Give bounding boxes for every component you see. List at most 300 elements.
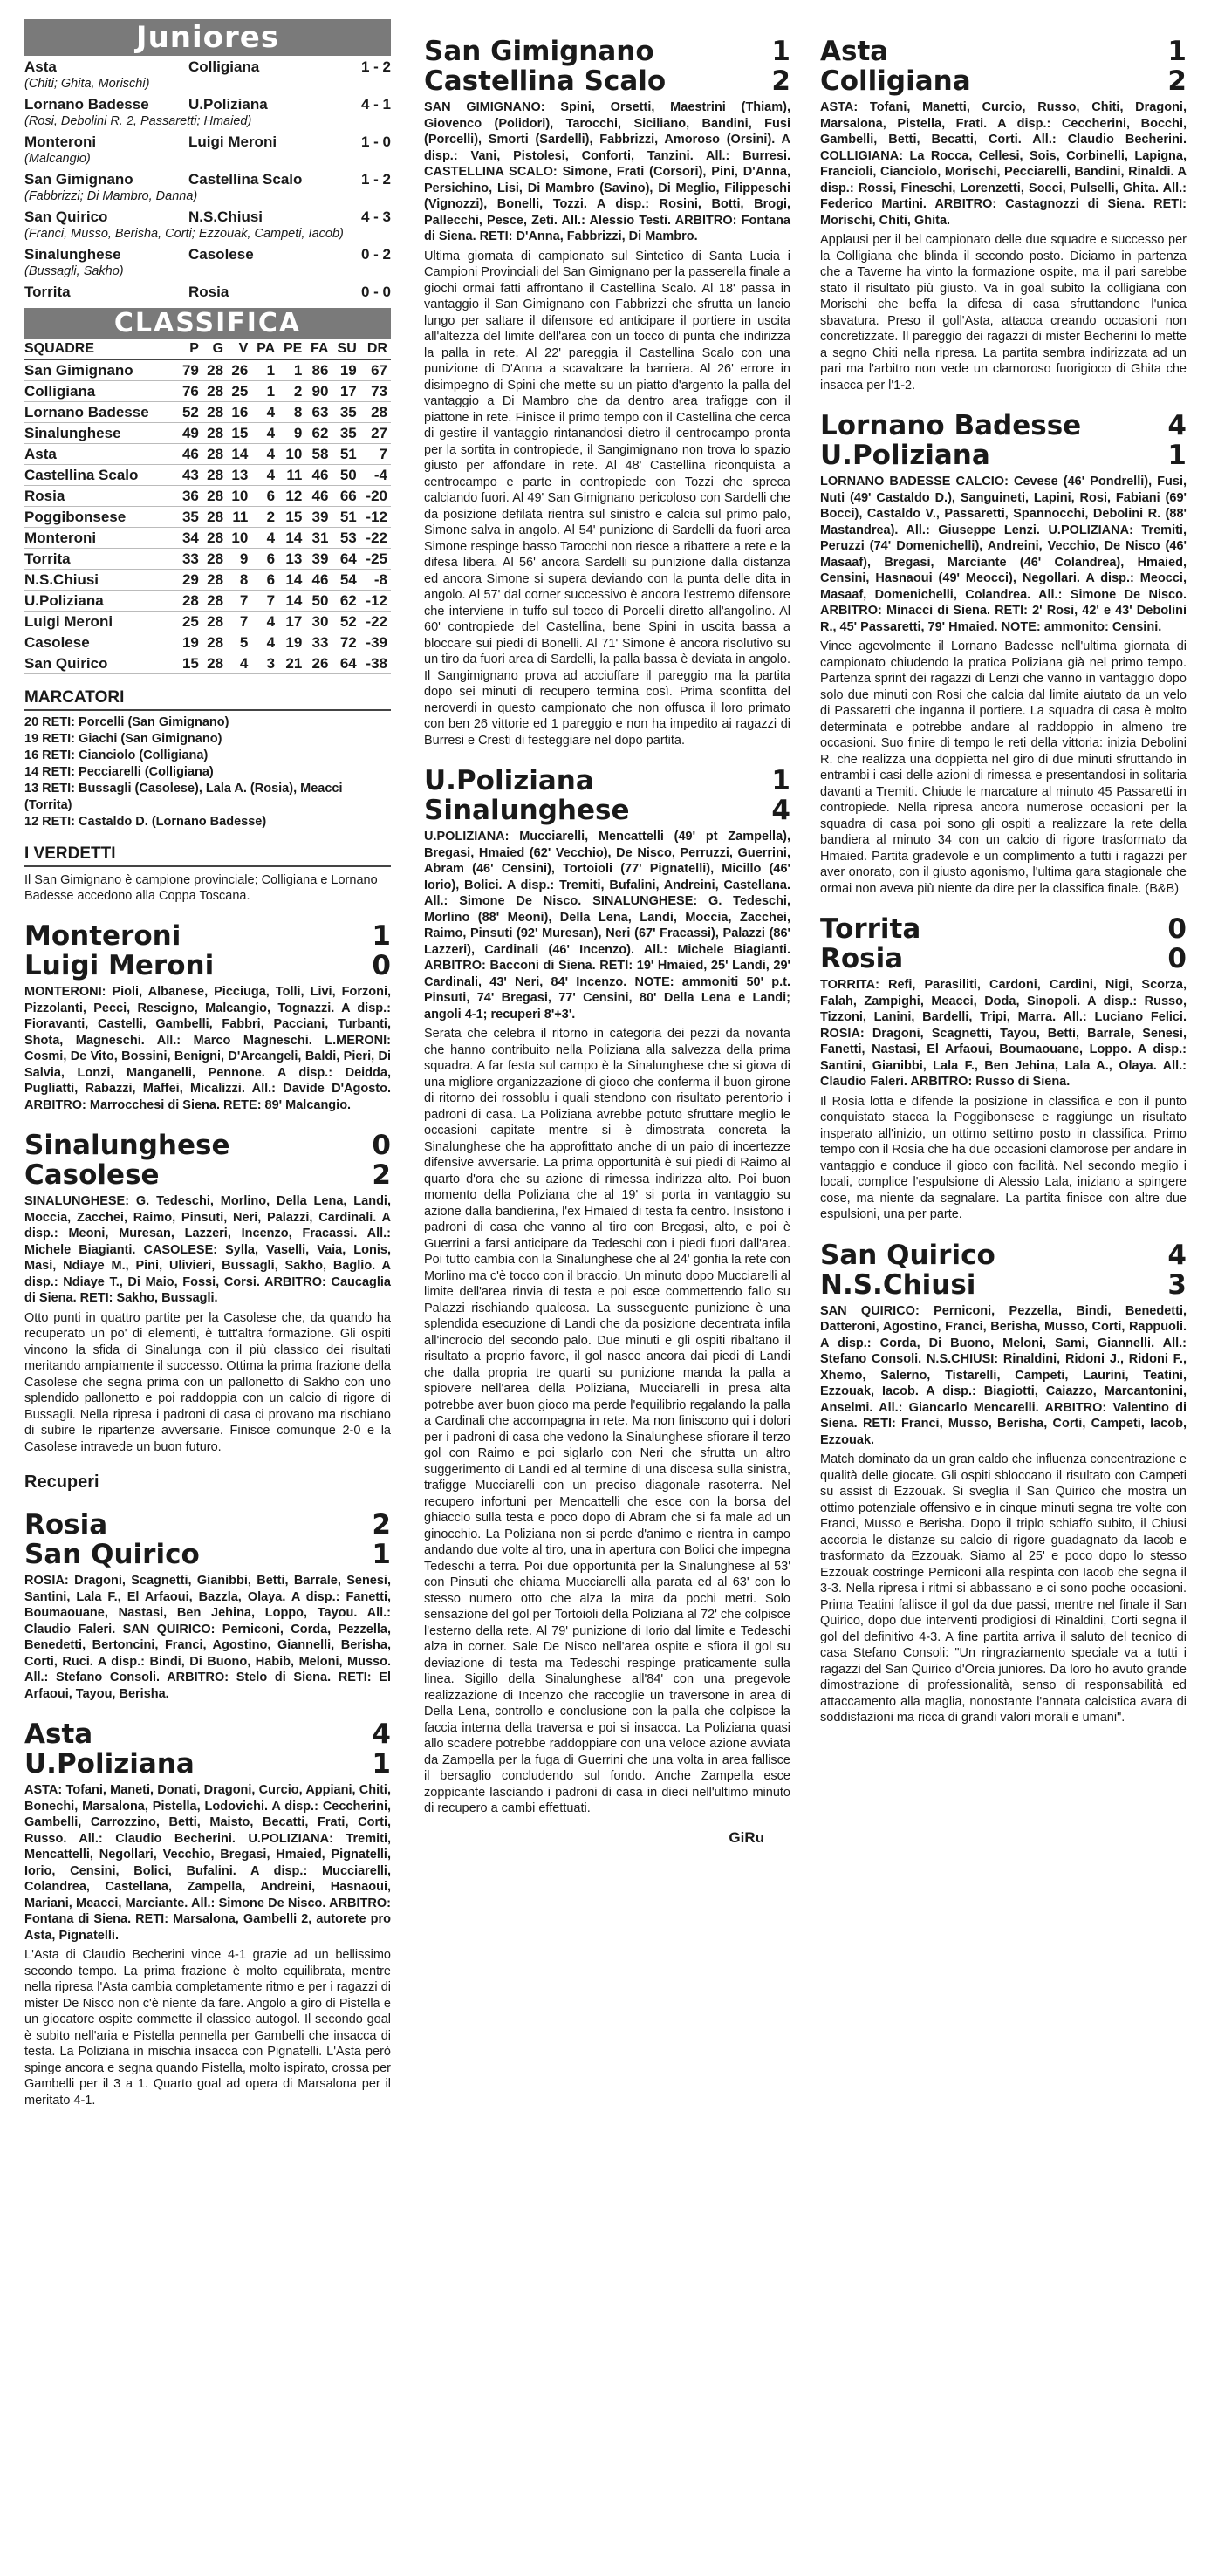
marcatore-line: 16 RETI: Cianciolo (Colligiana)	[24, 748, 209, 762]
lineups: TORRITA: Refi, Parasiliti, Cardoni, Cardini, Nigi, Scorza, Falah, Zampighi, Meacci, Doda, Sinopoli. A disp.: Russo, Tizzoni, Lanini, Bardelli, Tripi, Marra. All.: Luciano Felici. ROSIA: Dragoni, Scagnetti, Tayou, Betti, Barrale, Senesi, Fanetti, Nastasi, El Arfaoui, Boumaouane, Loppo. A disp.: Santini, Gianibbi, Lala F., Ben Jehina, Lala A., Olaya. All.: Claudio Faleri. ARBITRO: Russo di Siena.	[820, 978, 1187, 1089]
marcatore-line: 13 RETI: Bussagli (Casolese), Lala A. (Rosia), Meacci (Torrita)	[24, 782, 343, 812]
table-cell: 25	[227, 381, 251, 402]
table-cell: 16	[227, 402, 251, 423]
table-cell: 8	[278, 402, 305, 423]
table-cell: -12	[360, 591, 391, 612]
away-team: Rosia	[188, 284, 229, 300]
marcatore-line: 14 RETI: Pecciarelli (Colligiana)	[24, 765, 214, 779]
table-header-cell: SU	[332, 339, 359, 359]
recuperi-label: Recuperi	[24, 1472, 99, 1492]
team-row	[24, 1160, 391, 1190]
table-cell: 64	[332, 653, 359, 674]
home-score: 1	[372, 920, 391, 952]
results-list	[24, 58, 391, 301]
match-score: 1 - 2	[360, 58, 391, 75]
table-cell: 15	[178, 653, 202, 674]
table-row	[24, 381, 391, 402]
match-score: 4 - 1	[360, 96, 391, 113]
table-cell: 58	[305, 444, 332, 465]
table-row	[24, 444, 391, 465]
table-cell: 28	[202, 570, 227, 591]
home-team-name: Monteroni	[24, 920, 181, 952]
table-cell: Rosia	[24, 486, 178, 507]
home-score: 1	[771, 36, 790, 67]
team-row	[424, 796, 790, 825]
match-report	[820, 914, 1187, 1223]
table-cell: N.S.Chiusi	[24, 570, 178, 591]
team-row	[424, 37, 790, 66]
table-cell: -22	[360, 528, 391, 549]
classifica-header: CLASSIFICA	[24, 308, 391, 339]
table-cell: 50	[332, 465, 359, 486]
away-team-name: Luigi Meroni	[24, 950, 215, 981]
table-cell: 4	[251, 423, 278, 444]
lineups: ASTA: Tofani, Maneti, Donati, Dragoni, Curcio, Appiani, Chiti, Bonechi, Marsalona, Pistella, Lodovichi. A disp.: Ceccherini, Gambelli, Carrozzino, Betti, Maisto, Becatti, Frati, Corti, Russo. All.: Claudio Becherini. U.POLIZIANA: Tremiti, Mencattelli, Negollari, Vecchio, Bregasi, Hmaied, Pignatelli, Iorio, Censini, Bolici, Bufalini. A disp.: Mucciarelli, Colandrea, Castellana, Zampella, Andreini, Hasnaoui, Mariani, Meacci, Marciante. All.: Simone De Nisco. ARBITRO: Fontana di Siena. RETI: Marsalona, Gambelli 2, autorete pro Asta, Pignatelli.	[24, 1783, 391, 1943]
match-score: 1 - 2	[360, 171, 391, 188]
table-cell: 4	[251, 528, 278, 549]
home-team: Lornano Badesse	[24, 96, 149, 113]
home-team-name: Asta	[24, 1718, 93, 1750]
table-cell: 14	[227, 444, 251, 465]
table-cell: 66	[332, 486, 359, 507]
standings-table	[24, 339, 391, 674]
away-team-name: U.Poliziana	[24, 1748, 195, 1780]
home-team-name: Rosia	[24, 1509, 108, 1541]
table-cell: U.Poliziana	[24, 591, 178, 612]
table-cell: -8	[360, 570, 391, 591]
table-cell: 90	[305, 381, 332, 402]
table-cell: 7	[227, 591, 251, 612]
match-story: Vince agevolmente il Lornano Badesse nell'ultima giornata di campionato chiudendo la pratica Poliziana già nel primo tempo. Partenza sprint dei ragazzi di Lenzi che vanno in vantaggio dopo solo due minuti con Rosi che calcia dal limite aiutato da un velo di Passaretti che inganna il portiere. La squadra di casa è molto determinata e potrebbe andare al raddoppio in almeno tre occasioni. Suo finire di tempo le reti della vittoria: inizia Debolini R. che realizza una doppietta nel giro di due minuti sfruttando in entrambi i casi delle azioni di rimessa e presentandosi in solitaria davanti a Tremiti. Chiude le marcature al minuto 45 Passaretti in contropiede. Nella ripresa ancora numerose occasioni per la squadra di casa poi sono gli ospiti a realizzare la rete della bandiera al minuto 34 con un calcio di rigore trasformato da Hmaied. Partita gradevole e un complimento a tutti i ragazzi per aver onorato, con il giusto agonismo, l'ultima gara stagionale che ormai non aveva più niente da dire per la classifica finale. (B&B)	[820, 639, 1187, 896]
team-row	[24, 951, 391, 981]
team-row	[820, 411, 1187, 441]
match-report	[24, 1131, 391, 1455]
team-row	[424, 766, 790, 796]
team-row	[820, 914, 1187, 944]
table-cell: 3	[251, 653, 278, 674]
table-cell: 35	[332, 423, 359, 444]
table-cell: 4	[227, 653, 251, 674]
team-row	[24, 1131, 391, 1160]
table-cell: 43	[178, 465, 202, 486]
table-cell: 51	[332, 444, 359, 465]
col1-matches-a	[24, 921, 391, 1455]
col3-matches	[820, 37, 1187, 1726]
table-row	[24, 549, 391, 570]
away-score: 0	[372, 950, 391, 981]
table-cell: 19	[278, 632, 305, 653]
lineups: LORNANO BADESSE CALCIO: Cevese (46' Pondrelli), Fusi, Nuti (49' Castaldo D.), Sanguineti, Lapini, Rosi, Fabiani (69' Bocci), Castaldo V., Passaretti, Spannocchi, Debolini R. (88' Mastandrea). All.: Giuseppe Lenzi. U.POLIZIANA: Tremiti, Peruzzi (74' Domenichelli), Andreini, Vecchio, De Nisco (46' Masaaf), Bregasi, Marciante (46' Colandrea), Hmaied, Censini, Hasnaoui (49' Meocci), Negollari. A disp.: Meocci, Masaaf, Domenichelli, Colandrea. All.: Simone De Nisco. ARBITRO: Minacci di Siena. RETI: 2' Rosi, 42' e 43' Debolini R., 45' Passaretti, 79' Hmaied. NOTE: ammonito: Censini.	[820, 475, 1187, 634]
table-cell: -39	[360, 632, 391, 653]
verdetti-header: I VERDETTI	[24, 844, 391, 867]
home-team-name: San Quirico	[820, 1239, 995, 1271]
table-cell: 19	[178, 632, 202, 653]
team-row	[424, 66, 790, 96]
lineups: U.POLIZIANA: Mucciarelli, Mencattelli (49' pt Zampella), Bregasi, Hmaied (62' Vecchio), De Nisco, Perruzzi, Guerrini, Abram (46' Censini), Tortoioli (77' Pignatelli), Micillo (46' Iorio), Bolici. A disp.: Tremiti, Bufalini, Andreini, Castellana. All.: Simone De Nisco. SINALUNGHESE: G. Tedeschi, Morlino (88' Meoni), Della Lena, Landi, Moccia, Zacchei, Raimo, Pinsuti (92' Muresan), Neri (67' Fracassi), Palazzi (86' Lazzeri), Cardinali (46' Incenzo). All.: Michele Biagianti. ARBITRO: Bacconi di Siena. RETI: 19' Hmaied, 25' Landi, 29' Cardinali, 43' Neri, 84' Incenzo. NOTE: ammoniti 50' p.t. Pinsuti, 74' Bregasi, 77' Censini, 80' Della Lena e Landi; angoli 4-1; recuperi 8'+3'.	[424, 830, 790, 1022]
home-team: Monteroni	[24, 133, 97, 150]
match-story: Ultima giornata di campionato sul Sintetico di Santa Lucia i Campioni Provinciali del San Gimignano per la passerella finale a giochi ormai fatti affrontano il Castellina Scalo. Al 18' passa in vantaggio il San Gimignano con Fabbrizzi che sfrutta un lancio lungo per saltare il difensore ed anticipare il portiere in uscita all'altezza del limite dell'area con un tocco di punta che indirizza la palla in rete. Al 22' pareggia il Castellina Scalo con una punizione di D'Anna a scavalcare la barriera. Al 26' errore in disimpegno di Spini che mette su un piatto d'argento la palla del vantaggio a Di Mambro che da dentro area trafigge con il piattone in rete. Finisce il primo tempo con il Castellina che cerca di gestire il vantaggio rintanandosi dietro il centrocampo pronta per la sortita in contropiede, il Sangimignano non trova lo spazio giusto per affondare in rete. Al 48' Castellina riconquista a centrocampo e parte in contropiede con Tozzi che spreca calciando fuori. Al 49' San Gimignano pericoloso con Sardelli che da posizione defilata rientra sul sinistro e calcia sul primo palo, Simone salva in angolo. Al 54' punizione di Sardelli da fuori area Simone respinge basso Tarocchi non riesce a ribattere a rete e la difesa libera. Al 56' ancora Sardelli su punizione dalla distanza ed ancora Simone si supera deviando con la punta delle dita in angolo. Al 57' dal corner successivo è ancora l'estremo difensore che interviene in tuffo sul tocco di Porcelli diretto all'angolino. Al 60' contropiede del Castellina, bene Spini in uscita bassa a bloccare sui piedi di Bonelli. Al 71' Simone è ancora risolutivo su un tiro da fuori area di Sardelli, la palla bassa è deviata in angolo. Il Sangimignano prova ad acciuffare il pareggio ma la partita dopo sei minuti di recupero termina così. Prima sconfitta del neroverdi in questo campionato che non offusca il loro primato con ben 26 vittorie ed 1 pareggio e non ha impedito ai ragazzi di Burresi e Cresti di festeggiare nel dopo partita.	[424, 249, 790, 748]
col2-matches	[424, 37, 790, 1817]
table-cell: 4	[251, 465, 278, 486]
table-cell: 14	[278, 570, 305, 591]
away-team: Casolese	[188, 246, 254, 263]
table-header-cell: PE	[278, 339, 305, 359]
team-row	[820, 66, 1187, 96]
table-cell: 28	[360, 402, 391, 423]
table-cell: 28	[202, 591, 227, 612]
result-row	[24, 95, 391, 113]
away-team: N.S.Chiusi	[188, 208, 263, 225]
table-cell: 25	[178, 612, 202, 632]
table-cell: 13	[278, 549, 305, 570]
away-score: 1	[372, 1748, 391, 1780]
table-cell: 6	[251, 549, 278, 570]
marcatore-line: 12 RETI: Castaldo D. (Lornano Badesse)	[24, 815, 267, 829]
away-score: 0	[1167, 943, 1187, 974]
table-cell: 9	[227, 549, 251, 570]
away-team: U.Poliziana	[188, 96, 268, 113]
table-cell: 28	[202, 465, 227, 486]
table-cell: San Gimignano	[24, 359, 178, 381]
table-cell: 1	[251, 359, 278, 381]
table-cell: 1	[251, 381, 278, 402]
table-cell: 12	[278, 486, 305, 507]
away-team: Luigi Meroni	[188, 133, 277, 150]
table-cell: 28	[202, 528, 227, 549]
table-cell: 11	[227, 507, 251, 528]
away-score: 1	[1167, 440, 1187, 471]
scorers-note: (Rosi, Debolini R. 2, Passaretti; Hmaied)	[24, 114, 252, 128]
table-header-cell: P	[178, 339, 202, 359]
away-score: 4	[771, 795, 790, 826]
table-cell: 46	[305, 486, 332, 507]
lineups: SAN GIMIGNANO: Spini, Orsetti, Maestrini (Thiam), Giovenco (Polidori), Tarocchi, Siciliano, Bandini, Fusi (Porcelli), Smorti (Sardelli), Fabbrizzi, Amoroso (Orsini). A disp.: Vani, Pistolesi, Conforti, Tanzini. All.: Burresi. CASTELLINA SCALO: Simone, Frati (Corsori), Pini, D'Anna, Persichino, Lisi, Di Mambro (Savino), Di Meglio, Filippeschi (Vignozzi), Bonelli, Tozzi. A disp.: Rosini, Botti, Brogi, Pallecchi, Pesce, Zeti. All.: Alessio Testi. ARBITRO: Fontana di Siena. RETI: D'Anna, Fabbrizzi, Di Mambro.	[424, 100, 790, 243]
table-cell: 15	[278, 507, 305, 528]
home-team-name: U.Poliziana	[424, 765, 594, 796]
away-score: 2	[1167, 65, 1187, 97]
match-report	[820, 1240, 1187, 1726]
table-cell: 63	[305, 402, 332, 423]
marcatori-list	[24, 714, 391, 830]
match-story: Match dominato da un gran caldo che influenza concentrazione e qualità delle giocate. Gli ospiti sbloccano il risultato con Campeti su assist di Ezzouak. Si sveglia il San Quirico che mostra un ottimo potenziale offensivo e in cinque minuti segna tre volte con Franci, Musso e Berisha. Dopo il triplo schiaffo subito, il Chiusi accorcia le distanze su calcio di rigore guadagnato da Iacob e trasformato da Ezzouak. Siamo al 25' e poco dopo lo stesso Ezzouak costringe Perniconi alla respinta con Iacob che segna il 3-3. Nella ripresa i ritmi si abbassano e ci sono poche occasioni. Prima Teatini fallisce il gol da due passi, mentre nel finale il San Quirico, dopo due interventi prodigiosi di Rinaldini, Corti segna il gol del definitivo 4-3. A fine partita arriva il saluto del tecnico di casa Stefano Consoli: "Un ringraziamento speciale va a tutti i ragazzi del San Quirico d'Orcia juniores. Da loro ho avuto grande dimostrazione di professionalità, senso di responsabilità ed attaccamento alla maglia, nonostante l'annata calcistica avara di soddisfazioni ma ricca di grandi valori morali e umani".	[820, 1452, 1187, 1725]
table-cell: 28	[202, 507, 227, 528]
home-team: Torrita	[24, 284, 71, 300]
table-cell: 67	[360, 359, 391, 381]
away-score: 3	[1167, 1268, 1187, 1301]
table-header-cell: SQUADRE	[24, 339, 178, 359]
table-row	[24, 402, 391, 423]
table-cell: 28	[202, 359, 227, 381]
scorers-note: (Fabbrizzi; Di Mambro, Danna)	[24, 189, 198, 203]
result-row	[24, 133, 391, 151]
table-cell: 29	[178, 570, 202, 591]
away-team-name: N.S.Chiusi	[820, 1268, 976, 1301]
match-score: 0 - 0	[360, 284, 391, 300]
lineups: ROSIA: Dragoni, Scagnetti, Gianibbi, Betti, Barrale, Senesi, Santini, Lala F., El Arfaoui, Bazzla, Olaya. A disp.: Fanetti, Boumaouane, Nastasi, Ben Jehina, Loppo, Tayou. All.: Claudio Faleri. SAN QUIRICO: Perniconi, Corda, Pezzella, Benedetti, Bertoncini, Franci, Agostino, Giannelli, Berisha, Corti, Ruci. A disp.: Bindi, Di Buono, Habib, Meloni, Musso. All.: Stefano Consoli. ARBITRO: Stelo di Siena. RETI: El Arfaoui, Tayou, Berisha.	[24, 1574, 391, 1701]
team-row	[24, 1510, 391, 1540]
table-cell: -12	[360, 507, 391, 528]
table-cell: 62	[332, 591, 359, 612]
lineups: SAN QUIRICO: Perniconi, Pezzella, Bindi, Benedetti, Datteroni, Agostino, Franci, Berisha, Musso, Corti, Rappuoli. A disp.: Corda, Di Buono, Meloni, Sami, Giannelli. All.: Stefano Consoli. N.S.CHIUSI: Rinaldini, Ridoni J., Ridoni F., Xhemo, Salerno, Tistarelli, Campeti, Laurini, Teatini, Ezzouak, Iacob. A disp.: Biagiotti, Caiazzo, Marcantonini, Anselmi. All.: Giancarlo Mencarelli. ARBITRO: Valentino di Siena. RETI: Franci, Musso, Berisha, Corti, Campeti, Iacob, Ezzouak.	[820, 1303, 1187, 1447]
result-row	[24, 170, 391, 188]
table-cell: 79	[178, 359, 202, 381]
team-row	[24, 1540, 391, 1569]
away-score: 2	[771, 65, 790, 97]
table-cell: 28	[202, 632, 227, 653]
away-team-name: Colligiana	[820, 65, 971, 97]
table-cell: 6	[251, 570, 278, 591]
table-cell: 26	[305, 653, 332, 674]
home-team-name: San Gimignano	[424, 36, 654, 67]
team-row	[820, 37, 1187, 66]
table-cell: 4	[251, 402, 278, 423]
marcatore-line: 20 RETI: Porcelli (San Gimignano)	[24, 715, 229, 729]
home-score: 0	[1167, 913, 1187, 945]
table-cell: 10	[278, 444, 305, 465]
table-cell: 73	[360, 381, 391, 402]
lineups: ASTA: Tofani, Manetti, Curcio, Russo, Chiti, Dragoni, Marsalona, Pistella, Frati. A disp.: Ceccherini, Bocchi, Gambelli, Betti, Becatti, Corti. All.: Claudio Becherini. COLLIGIANA: La Rocca, Cellesi, Sois, Corbinelli, Lapigna, Francioli, Cianciolo, Morischi, Pecciarelli, Bandini, Rinaldi. A disp.: Rossi, Fineschi, Lorenzetti, Socci, Pulselli, Ghita. All.: Federico Martini. ARBITRO: Castagnozzi di Siena. RETI: Morischi, Chiti, Ghita.	[820, 100, 1187, 228]
table-cell: 15	[227, 423, 251, 444]
away-team-name: San Quirico	[24, 1539, 200, 1570]
home-team-name: Lornano Badesse	[820, 410, 1082, 441]
table-cell: Colligiana	[24, 381, 178, 402]
scorers-note: (Chiti; Ghita, Morischi)	[24, 77, 150, 91]
away-team: Colligiana	[188, 58, 260, 75]
away-team-name: Sinalunghese	[424, 795, 630, 826]
match-story: Il Rosia lotta e difende la posizione in classifica e con il punto conquistato stacca la Poggibonsese e raggiunge un risultato insperato all'inizio, un ottimo settimo posto in classifica. Primo tempo con il Rosia che ha due occasioni clamorose per andare in vantaggio e conduce il gioco con facilità. Nel secondo meglio i locali, complice l'espulsione di Alessio Lala, iniziano a spingere cose, ma niente da segnalare. La partita finisce con altre due espulsioni, una per parte.	[820, 1094, 1187, 1221]
table-cell: 4	[251, 632, 278, 653]
table-cell: -38	[360, 653, 391, 674]
table-cell: 14	[278, 528, 305, 549]
table-cell: 6	[251, 486, 278, 507]
table-row	[24, 465, 391, 486]
home-score: 1	[1167, 36, 1187, 67]
table-cell: 7	[251, 591, 278, 612]
table-cell: 10	[227, 528, 251, 549]
team-row	[820, 1270, 1187, 1300]
table-cell: 28	[202, 612, 227, 632]
home-team: San Gimignano	[24, 171, 133, 188]
match-score: 1 - 0	[360, 133, 391, 150]
table-row	[24, 653, 391, 674]
table-cell: Casolese	[24, 632, 178, 653]
table-cell: 39	[305, 507, 332, 528]
table-cell: 35	[332, 402, 359, 423]
away-team-name: Castellina Scalo	[424, 65, 667, 97]
table-cell: 53	[332, 528, 359, 549]
match-report	[424, 37, 790, 748]
table-cell: Poggibonsese	[24, 507, 178, 528]
table-header-cell: FA	[305, 339, 332, 359]
result-row	[24, 245, 391, 263]
home-score: 2	[372, 1509, 391, 1541]
scorers-note: (Franci, Musso, Berisha, Corti; Ezzouak, Campeti, Iacob)	[24, 227, 344, 241]
table-header-row	[24, 339, 391, 359]
table-cell: 1	[278, 359, 305, 381]
result-row	[24, 208, 391, 226]
table-cell: 28	[202, 402, 227, 423]
table-cell: 52	[332, 612, 359, 632]
table-cell: 14	[278, 591, 305, 612]
table-cell: Asta	[24, 444, 178, 465]
table-cell: 28	[202, 549, 227, 570]
marcatore-line: 19 RETI: Giachi (San Gimignano)	[24, 732, 222, 746]
match-story: Applausi per il bel campionato delle due squadre e successo per la Colligiana che blinda il secondo posto. Diciamo in partenza che a Taverne ha vinto la formazione ospite, ma il pari sarebbe stato il risultato più giusto. Va in goal subito la colligiana con Morischi che beffa la difesa di casa sfruttandone l'unica sbavatura. Preso il goll'Asta, attacca creando occasioni non concretizzate. Il pareggio dei ragazzi di mister Becherini lo mette a segno Chiti nella ripresa. La partita sembra indirizzata ad un pari ma l'arbitro non vede un clamoroso fuorigioco di Ghita che insacca per l'1-2.	[820, 233, 1187, 393]
col1-matches-b	[24, 1510, 391, 2108]
table-header-cell: DR	[360, 339, 391, 359]
table-cell: 76	[178, 381, 202, 402]
table-cell: 4	[251, 612, 278, 632]
table-cell: 31	[305, 528, 332, 549]
home-team: Asta	[24, 58, 57, 75]
table-cell: 28	[202, 381, 227, 402]
table-cell: 72	[332, 632, 359, 653]
lineups: MONTERONI: Pioli, Albanese, Picciuga, Tolli, Livi, Forzoni, Pizzolanti, Pecci, Rescigno, Malcangio, Tognazzi. A disp.: Fioravanti, Castelli, Gambelli, Fabbri, Pacciani, Turbanti, Shota, Magneschi. All.: Marco Magneschi. L.MERONI: Cosmi, De Vito, Bossini, Benigni, D'Arcangeli, Baldi, Pieri, Di Salvia, Lonzi, Manganelli, Pennone. A disp.: Deidda, Pugliatti, Rabazzi, Maffei, Micalizzi. All.: Davide D'Agosto. ARBITRO: Marrocchesi di Siena. RETE: 89' Malcangio.	[24, 985, 391, 1112]
column-left	[24, 19, 391, 2108]
table-row	[24, 612, 391, 632]
table-cell: 19	[332, 359, 359, 381]
table-cell: 86	[305, 359, 332, 381]
team-row	[820, 441, 1187, 470]
table-cell: Torrita	[24, 549, 178, 570]
table-row	[24, 528, 391, 549]
table-cell: 52	[178, 402, 202, 423]
lineups: SINALUNGHESE: G. Tedeschi, Morlino, Della Lena, Landi, Moccia, Zacchei, Raimo, Pinsuti, Neri, Palazzi, Cardinali. A disp.: Meoni, Muresan, Lazzeri, Incenzo, Fracassi. All.: Michele Biagianti. CASOLESE: Sylla, Vaselli, Vaia, Lonis, Masi, Ndiaye M., Pini, Ulivieri, Bussagli, Sakho, Baglio. A disp.: Ndiaye T., Di Maio, Fossi, Corsi. ARBITRO: Caucaglia di Siena. RETI: Sakho, Bussagli.	[24, 1194, 391, 1305]
away-score: 2	[372, 1159, 391, 1191]
table-cell: Sinalunghese	[24, 423, 178, 444]
table-header-cell: V	[227, 339, 251, 359]
team-row	[820, 1240, 1187, 1270]
table-cell: 49	[178, 423, 202, 444]
table-cell: 28	[202, 653, 227, 674]
column-right	[820, 19, 1187, 1726]
home-team-name: Sinalunghese	[24, 1130, 230, 1161]
table-cell: San Quirico	[24, 653, 178, 674]
table-cell: 64	[332, 549, 359, 570]
table-cell: 21	[278, 653, 305, 674]
marcatori-header: MARCATORI	[24, 688, 391, 711]
match-score: 4 - 3	[360, 208, 391, 225]
signature: GiRu	[729, 1828, 764, 1846]
match-story: L'Asta di Claudio Becherini vince 4-1 grazie ad un bellissimo secondo tempo. La prima frazione è molto equilibrata, mentre nella ripresa l'Asta cambia completamente ritmo e per i ragazzi di mister De Nisco non c'è niente da fare. Angolo a giro di Pistella e un giocatore ospite commette il classico autogol. Il secondo goal è subito nell'aria e Pistella pennella per Gambelli che insacca di testa. La Poliziana in mischia insacca con Pignatelli. L'Asta però spinge ancora e segna quando Pistella, molto ispirato, crossa per Gambelli per il 3 a 1. Quarto goal ad opera di Marsalona per il meritato 4-1.	[24, 1948, 391, 2108]
table-cell: 7	[227, 612, 251, 632]
table-cell: 5	[227, 632, 251, 653]
table-row	[24, 507, 391, 528]
column-middle	[424, 19, 790, 1847]
match-report	[24, 1510, 391, 1702]
scorers-note: (Bussagli, Sakho)	[24, 264, 124, 278]
result-row	[24, 58, 391, 76]
table-cell: -22	[360, 612, 391, 632]
table-cell: 17	[332, 381, 359, 402]
table-cell: 2	[251, 507, 278, 528]
table-cell: 50	[305, 591, 332, 612]
standings-body	[24, 359, 391, 674]
table-cell: 54	[332, 570, 359, 591]
match-story: Serata che celebra il ritorno in categoria dei pezzi da novanta che hanno contribuito nella Poliziana alla salvezza della prima squadra. A far festa sul campo è la Sinalunghese che si giova di una migliore organizzazione di gioco che conferma il buon girone di ritorno dei rossoblu i quali stendono con risultato perentorio i padroni di casa. La Poliziana avrebbe potuto sfruttare meglio le occasioni capitate mentre si è dimostrata concreta la Sinalunghese che ha approfittato anche di un paio di incertezze difensive avversarie. La prima opportunità è sui piedi di Raimo al quarto d'ora che su azione di rimessa indirizza alto. Poi buon momento della Poliziana che al 19' si porta in vantaggio su azione dalla bandierina, l'ex Hmaied di testa fa centro. Insistono i padroni di casa che vanno al tiro con Bregasi, alto, e poi è Guerrini a farsi anticipare da Tedeschi con i piedi fuori dall'area. Poi tutto cambia con la Sinalunghese che al 24' gonfia la rete con Morlino ma c'è tocco con il braccio. Un minuto dopo Mucciarelli al limite dell'area rinvia di testa e poi esce commettendo fallo su Palazzi rischiando qualcosa. La susseguente punizione è una splendida esecuzione di Landi che da posizione decentrata infila all'incrocio del secondo palo. Due minuti e gli ospiti ribaltano il risultato a proprio favore, il gol nasce ancora dai piedi di Landi che dalla propria tre quarti su punizione manda la palla a spiovere nell'area della Poliziana, Mucciarelli in presa alta potrebbe aver buon gioco ma perde l'equilibrio regalando la palla a Cardinali che accompagna in rete. Ma non finiscono qui i dolori per i padroni di casa che vedono la Sinalunghese sfiorare il terzo gol con Raimo e poi siglarlo con Neri che sfrutta un altro suggerimento di Landi ed al termine di una discesa sulla sinistra, trafigge Mucciarelli con un preciso diagonale rasoterra. Nel recupero infortuni per Mencattelli che esce con la borsa del ghiaccio sulla testa e poco dopo di Abram che si fa male ad un ginocchio. La Poliziana non si perde d'animo e rientra in campo andando due volte al tiro, una in apertura con Bolici che impegna Tedeschi a terra. Poi due opportunità per la Sinalunghese al 53' con Pinsuti che chiama Mucciarelli alla parata ed al 63' con lo stesso numero otto che alza la mira da pochi metri. Solo sensazione del gol per Tortoioli della Poliziana al 72' che colpisce l'esterno della rete. Al 79' punizione di Iorio dal limite e Tedeschi alza in corner. Sale De Nisco nell'area ospite e sfiora il gol su deviazione di testa ma Tedeschi respinge praticamente sulla linea. Sigillo della Sinalunghese all'84' con una pregevole realizzazione di Incenzo che raccoglie un traversone in area di Della Lena, controllo e conclusione con la palla che colpisce la faccia interna della traversa e poi si insacca. La Poliziana quasi allo scadere potrebbe raddoppiare con una veloce azione avviata da Zampella per la fuga di Guerrini che una volta in area fallisce il bersaglio concludendo sul fondo. Anche Zampella esce zoppicante lasciando i padroni di casa in dieci nell'ultimo minuto di recupero a cambi effettuati.	[424, 1027, 790, 1815]
home-team: San Quirico	[24, 208, 108, 225]
table-cell: -25	[360, 549, 391, 570]
table-cell: 46	[178, 444, 202, 465]
table-cell: 33	[178, 549, 202, 570]
table-cell: 34	[178, 528, 202, 549]
home-score: 1	[771, 765, 790, 796]
table-cell: 28	[202, 423, 227, 444]
table-cell: 36	[178, 486, 202, 507]
table-cell: 51	[332, 507, 359, 528]
table-row	[24, 591, 391, 612]
scorers-note: (Malcangio)	[24, 152, 91, 166]
juniores-header: Juniores	[24, 19, 391, 56]
table-cell: 28	[178, 591, 202, 612]
table-header-cell: G	[202, 339, 227, 359]
team-row	[24, 921, 391, 951]
table-cell: 62	[305, 423, 332, 444]
verdetti-text: Il San Gimignano è campione provinciale; Colligiana e Lornano Badesse accedono alla Coppa Toscana.	[24, 873, 378, 903]
home-team: Sinalunghese	[24, 246, 121, 263]
table-cell: 7	[360, 444, 391, 465]
home-score: 0	[372, 1130, 391, 1161]
away-team-name: U.Poliziana	[820, 440, 990, 471]
team-row	[24, 1719, 391, 1749]
home-team-name: Asta	[820, 36, 889, 67]
team-row	[820, 944, 1187, 974]
table-cell: 13	[227, 465, 251, 486]
home-score: 4	[1167, 410, 1187, 441]
table-cell: 4	[251, 444, 278, 465]
table-cell: Lornano Badesse	[24, 402, 178, 423]
table-row	[24, 486, 391, 507]
table-header-cell: PA	[251, 339, 278, 359]
table-cell: Monteroni	[24, 528, 178, 549]
table-row	[24, 359, 391, 381]
table-cell: 27	[360, 423, 391, 444]
away-team: Castellina Scalo	[188, 171, 303, 188]
table-cell: 26	[227, 359, 251, 381]
away-team-name: Rosia	[820, 943, 904, 974]
match-report	[424, 766, 790, 1817]
table-cell: 9	[278, 423, 305, 444]
match-report	[24, 1719, 391, 2108]
table-cell: 30	[305, 612, 332, 632]
match-report	[820, 411, 1187, 897]
match-report	[24, 921, 391, 1113]
table-cell: 46	[305, 465, 332, 486]
team-row	[24, 1749, 391, 1779]
table-cell: 10	[227, 486, 251, 507]
table-cell: 39	[305, 549, 332, 570]
table-cell: 11	[278, 465, 305, 486]
table-cell: 33	[305, 632, 332, 653]
match-report	[820, 37, 1187, 393]
result-row	[24, 283, 391, 301]
table-row	[24, 570, 391, 591]
table-cell: -20	[360, 486, 391, 507]
table-row	[24, 423, 391, 444]
table-row	[24, 632, 391, 653]
table-cell: Castellina Scalo	[24, 465, 178, 486]
match-score: 0 - 2	[360, 246, 391, 263]
match-story: Otto punti in quattro partite per la Casolese che, da quando ha recuperato un po' di elementi, è tutt'altra formazione. Gli ospiti vincono la sfida di Sinalunga con il più classico dei risultati meritando ampiamente il successo. Ottima la prima frazione della Casolese che segna prima con un pallonetto di Sakho con uno splendido pallonetto e poi raddoppia con un calcio di rigore di Bussagli. Nella ripresa i padroni di casa ci provano ma rischiano di subire le ripartenze avversarie. Finisce comunque 2-0 e la Casolese intravede un buon futuro.	[24, 1310, 391, 1454]
table-cell: -4	[360, 465, 391, 486]
table-cell: 28	[202, 444, 227, 465]
table-cell: 2	[278, 381, 305, 402]
away-score: 1	[372, 1539, 391, 1570]
home-score: 4	[1167, 1239, 1187, 1271]
home-team-name: Torrita	[820, 913, 921, 945]
away-team-name: Casolese	[24, 1159, 160, 1191]
home-score: 4	[372, 1718, 391, 1750]
